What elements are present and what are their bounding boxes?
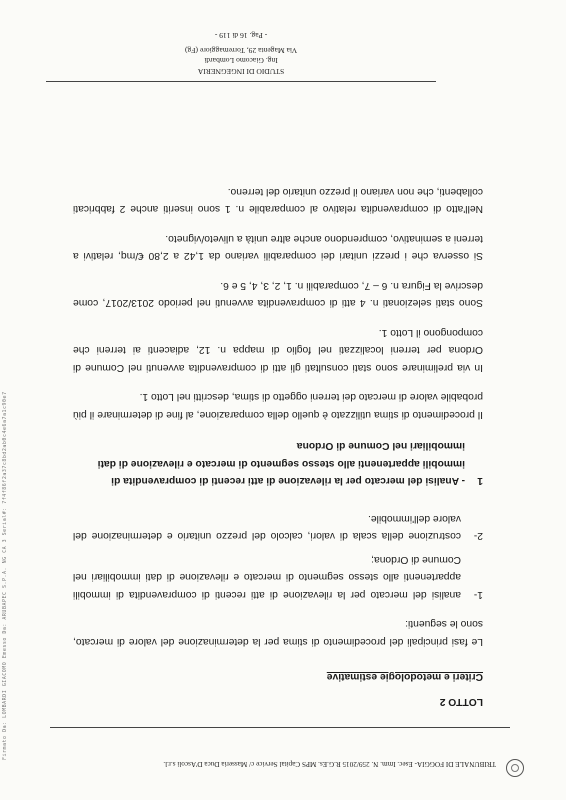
intro-paragraph: Le fasi principali del procedimento di stima per la determinazione del valore di mercato, sono le seguenti: (73, 618, 483, 647)
list-item (73, 510, 483, 545)
section-title: Criteri e metodologie estimative (326, 671, 483, 683)
heading-number: 1 (477, 475, 483, 487)
studio-address: Via Magenta 29, Torremaggiore (Fg) (184, 46, 298, 55)
footer-divider (46, 81, 436, 82)
document-body (73, 171, 483, 711)
heading-text: - Analisi del mercato per la rilevazione di atti recenti di compravendita di immobili appartenenti allo stesso segmento di mercato e rilevazione di dati immobiliari nel Comune di Ordona (97, 440, 465, 487)
studio-name: STUDIO DI INGEGNERIA (197, 67, 285, 76)
list-text: costruzione della scala di valori, calcolo del prezzo unitario e determinazione del valore dell'immobile. (73, 513, 461, 542)
body-paragraph: In via preliminare sono stati consultati gli atti di compravendita avvenuti nel Comune di Ordona per terreni localizzati nel foglio di mappa n. 12, adiacenti ai terreni che compongono il Lotto 1. (73, 327, 483, 373)
list-text: analisi del mercato per la rilevazione di atti recenti di compravendita di immobili appartenenti allo stesso segmento di mercato e rilevazione di dati immobiliari nel Comune di Ordona; (73, 554, 461, 600)
body-paragraph: Nell'atto di compravendita relativo al comparabile n. 1 sono inseriti anche 2 fabbricati collabenti, che non variano il prezzo unitario del terreno. (73, 186, 483, 215)
lotto-title: LOTTO 2 (439, 696, 483, 707)
body-paragraph: Sono stati selezionati n. 4 atti di compravendita avvenuti nel periodo 2013/2017, come descrive la Figura n. 6 – 7, comparabili n. 1, 2, 3, 4, 5 e 6. (73, 280, 483, 309)
body-paragraph: Il procedimento di stima utilizzato è quello della comparazione, al fine di determinare il più probabile valore di mercato dei terreni oggetto di stima, descritti nel Lotto 1. (73, 391, 483, 420)
list-number: 1- (473, 589, 483, 600)
digital-signature-note: Firmato Da: LOMBARDI GIACOMO Emesso Da: ARUBAPEC S.P.A. NG CA 3 Serial#: 7f4f86f2a37c8bd2ab0c4e6a7a1c90e7 (2, 391, 8, 760)
engineer-name: Ing. Giacomo Lombardi (204, 56, 278, 66)
studio-footer (46, 45, 436, 77)
list-item (73, 551, 483, 604)
body-paragraph: Si osserva che i prezzi unitari dei comparabili variano da 1,42 a 2,80 €/mq, relativi a terreni a seminativo, comprendono anche altre unità a uliveto/vigneto. (73, 233, 483, 262)
court-header: TRIBUNALE DI FOGGIA- Esec. Imm. N. 259/2015 R.G.Es. MPS Capital Service c/ Masseria Duca D'Ascoli s.r.l. (163, 760, 496, 768)
list-number: 2- (473, 530, 483, 542)
page-number: - Pag. 16 di 119 - (214, 31, 268, 40)
analysis-heading (73, 437, 483, 490)
header-divider (50, 727, 510, 728)
